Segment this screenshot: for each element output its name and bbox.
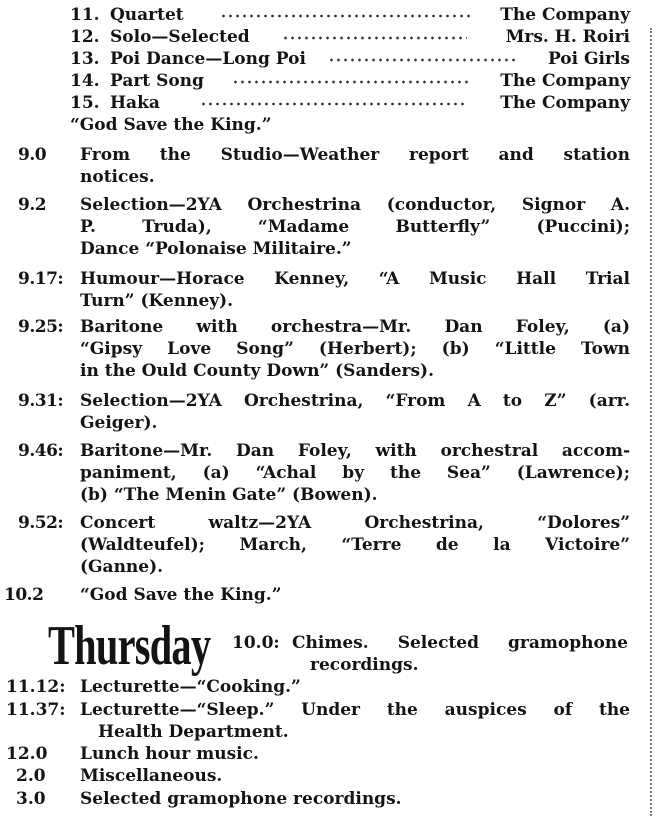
programme-item [70, 70, 630, 92]
entry-time: 10.0: [232, 633, 280, 653]
item-performer: Poi Girls [547, 49, 630, 69]
entry-line: Humour—Horace Kenney, “A Music Hall Trial [80, 269, 630, 289]
entry-time: 11.12: [6, 677, 66, 697]
dot-leader [328, 56, 518, 64]
item-performer: The Company [500, 93, 630, 113]
entry-time: 9.17: [18, 269, 64, 289]
programme-item [70, 48, 630, 70]
entry-line: recordings. [310, 655, 419, 675]
entry-line: Dance “Polonaise Militaire.” [80, 239, 352, 259]
item-performer: The Company [500, 71, 630, 91]
entry-line: Selected gramophone recordings. [80, 789, 402, 809]
programme-item [70, 92, 630, 114]
entry-line: “Gipsy Love Song” (Herbert); (b) “Little Town [80, 339, 630, 359]
dot-leader [232, 78, 470, 86]
entry-line: Turn” (Kenney). [80, 291, 234, 311]
item-title: Poi Dance—Long Poi [110, 49, 306, 69]
entry-line: Selection—2YA Orchestrina (conductor, Signor A. [80, 195, 630, 215]
closing-anthem: “God Save the King.” [70, 115, 272, 135]
entry-time: 9.52: [18, 513, 64, 533]
dot-leader [220, 12, 470, 20]
entry-time: 9.0 [18, 145, 47, 165]
entry-line: notices. [80, 167, 155, 187]
item-number: 15. [70, 93, 100, 113]
entry-line: “God Save the King.” [80, 585, 282, 605]
entry-line: in the Ould County Down” (Sanders). [80, 361, 435, 381]
dot-leader [200, 100, 468, 108]
item-title: Part Song [110, 71, 204, 91]
entry-line: (Waldteufel); March, “Terre de la Victoire” [80, 535, 630, 555]
entry-line: Concert waltz—2YA Orchestrina, “Dolores” [80, 513, 630, 533]
entry-line: Miscellaneous. [80, 766, 223, 786]
entry-line: (Ganne). [80, 557, 164, 577]
programme-item [70, 4, 630, 26]
item-number: 13. [70, 49, 100, 69]
entry-line: Geiger). [80, 413, 158, 433]
entry-line: Lunch hour music. [80, 744, 259, 764]
entry-line: P. Truda), “Madame Butterfly” (Puccini); [80, 217, 630, 237]
entry-time: 2.0 [16, 766, 46, 786]
entry-time: 9.31: [18, 391, 64, 411]
entry-time: 11.37: [6, 700, 66, 720]
entry-time: 12.0 [6, 744, 48, 764]
dot-leader [282, 34, 467, 42]
entry-line: Selection—2YA Orchestrina, “From A to Z” (arr. [80, 391, 630, 411]
entry-line: paniment, (a) “Achal by the Sea” (Lawrence); [80, 463, 630, 483]
entry-line: Chimes. Selected gramophone [292, 633, 628, 653]
entry-line: Baritone—Mr. Dan Foley, with orchestral accom- [80, 441, 630, 461]
entry-time: 9.2 [18, 195, 47, 215]
entry-line: Lecturette—“Sleep.” Under the auspices of the [80, 700, 630, 720]
entry-line: (b) “The Menin Gate” (Bowen). [80, 485, 378, 505]
column-rule [650, 28, 652, 816]
entry-line: Lecturette—“Cooking.” [80, 677, 301, 697]
entry-line: From the Studio—Weather report and station [80, 145, 630, 165]
entry-time: 3.0 [16, 789, 46, 809]
day-heading: Thursday [48, 615, 211, 677]
entry-time: 10.2 [4, 585, 44, 605]
item-title: Haka [110, 93, 160, 113]
entry-line: Baritone with orchestra—Mr. Dan Foley, (a) [80, 317, 630, 337]
entry-time: 9.46: [18, 441, 64, 461]
item-title: Solo—Selected [110, 27, 250, 47]
item-number: 14. [70, 71, 100, 91]
item-number: 11. [70, 5, 100, 25]
entry-line: Health Department. [98, 722, 289, 742]
entry-time: 9.25: [18, 317, 64, 337]
item-performer: The Company [500, 5, 630, 25]
item-number: 12. [70, 27, 100, 47]
item-performer: Mrs. H. Roiri [505, 27, 630, 47]
programme-item [70, 26, 630, 48]
item-title: Quartet [110, 5, 184, 25]
